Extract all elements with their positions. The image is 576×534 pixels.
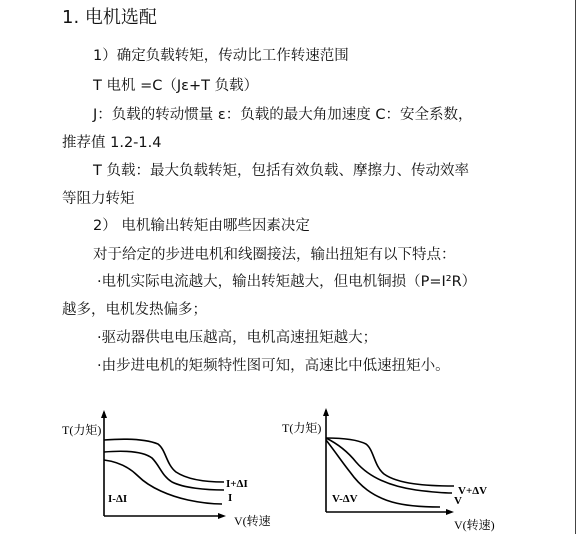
paragraph-definitions: J：负载的转动惯量 ε：负载的最大角加速度 C：安全系数，	[93, 107, 473, 123]
paragraph-characteristics: 对于给定的步进电机和线圈接法，输出扭矩有以下特点：	[93, 247, 456, 263]
paragraph-definitions-cont: 推荐值 1.2-1.4	[62, 135, 162, 151]
figure-1-label-low: I-ΔI	[108, 493, 128, 505]
figure-1-y-axis-label: T(力矩)	[62, 423, 102, 437]
paragraph-2-heading: 2） 电机输出转矩由哪些因素决定	[93, 218, 310, 234]
figure-2-label-low: V-ΔV	[332, 493, 358, 505]
bullet-torque-frequency: ·由步进电机的矩频特性图可知，高速比中低速扭矩小。	[97, 358, 450, 374]
torque-speed-figure-current	[58, 410, 290, 534]
bullet-current: ·电机实际电流越大，输出转矩越大，但电机铜损（P=I²R）	[97, 274, 477, 290]
figure-2-y-axis-label: T(力矩)	[282, 421, 322, 435]
section-heading: 1. 电机选配	[62, 7, 157, 28]
figure-1-label-mid: I	[228, 492, 233, 504]
bullet-voltage: ·驱动器供电电压越高，电机高速扭矩越大；	[97, 330, 378, 346]
figure-2-x-arrow	[446, 509, 454, 515]
torque-speed-figure-voltage	[276, 406, 516, 534]
paragraph-formula: T 电机 =C（Jε+T 负载）	[93, 78, 259, 94]
bullet-current-cont: 越多，电机发热偏多；	[62, 302, 207, 318]
figure-2-label-high: V+ΔV	[458, 485, 488, 497]
paragraph-load-torque: T 负载：最大负载转矩，包括有效负载、摩擦力、传动效率	[93, 163, 469, 179]
figure-1-label-high: I+ΔI	[226, 478, 248, 490]
figure-2-x-axis-label: V(转速)	[454, 518, 495, 532]
figure-1-y-arrow	[101, 410, 107, 418]
figure-1-x-arrow	[218, 513, 226, 519]
figure-2-label-mid: V	[454, 495, 462, 507]
paragraph-1: 1）确定负载转矩，传动比工作转速范围	[93, 48, 349, 64]
figure-1-x-axis-label: V(转速	[234, 514, 271, 528]
figure-2-curve-high	[326, 438, 454, 486]
figure-1-curve-mid	[104, 451, 224, 490]
paragraph-load-torque-cont: 等阻力转矩	[62, 191, 135, 207]
figure-2-y-arrow	[323, 408, 329, 416]
